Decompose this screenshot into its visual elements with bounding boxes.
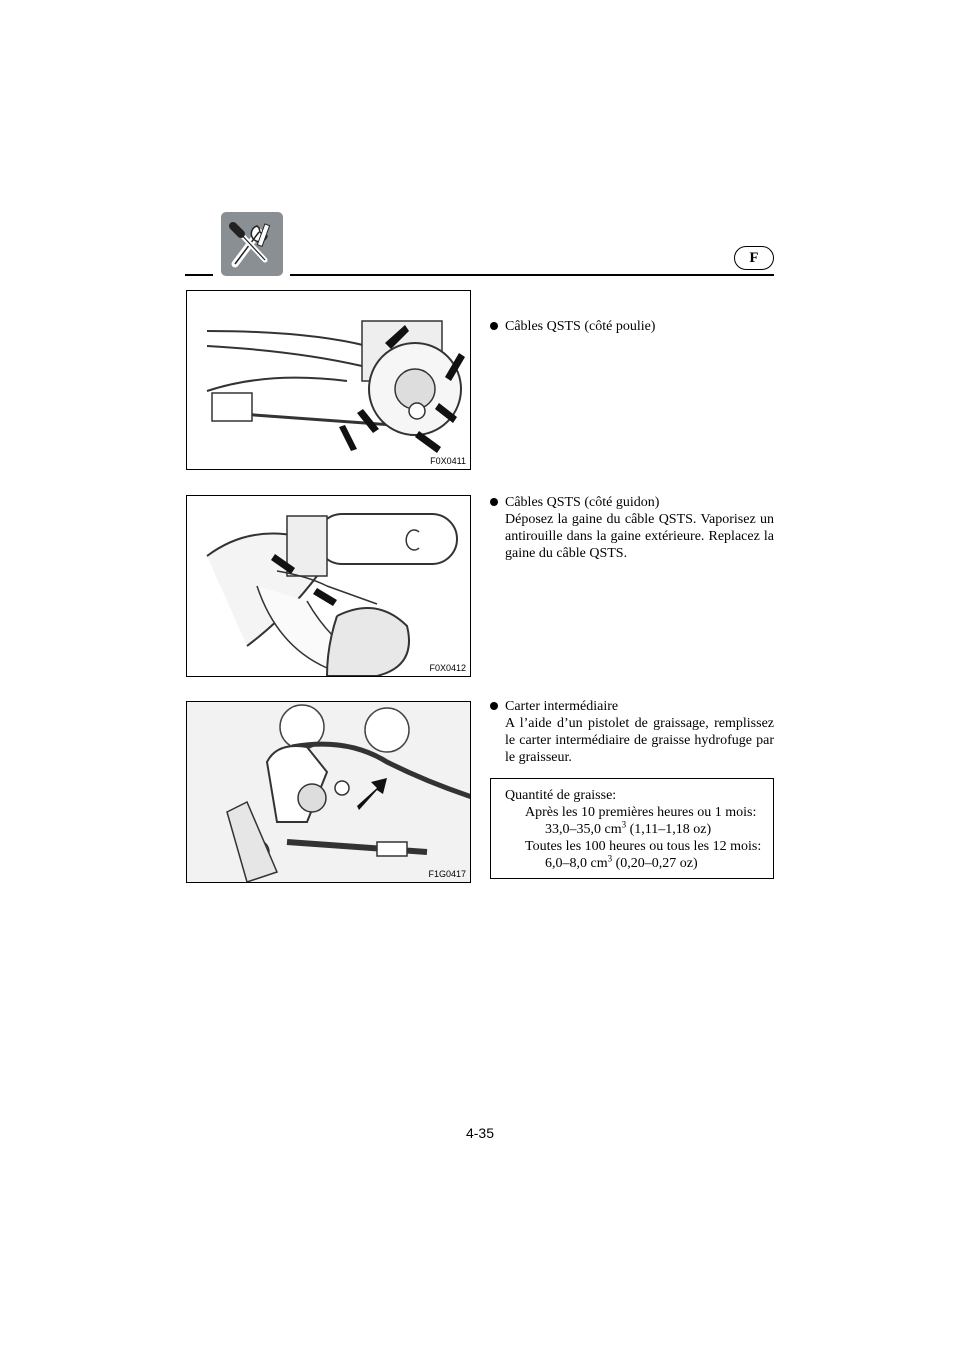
list-item-cable-handlebar <box>490 494 774 562</box>
bullet-icon <box>490 322 498 330</box>
header-rule-right <box>290 274 774 276</box>
list-item-intermediate-housing <box>490 698 774 766</box>
page-number: 4-35 <box>465 1125 495 1141</box>
item-title: Câbles QSTS (côté guidon) <box>505 495 660 510</box>
item-title: Câbles QSTS (côté poulie) <box>505 319 656 334</box>
header-rule-left <box>185 274 213 276</box>
figure-intermediate-housing <box>186 701 471 883</box>
spec-value-1: 33,0–35,0 $cm^3$ (1,11–1,18 oz) <box>545 819 712 837</box>
tools-icon <box>221 212 283 276</box>
spec-value-2: 6,0–8,0 $cm^3$ (0,20–0,27 oz) <box>545 853 698 871</box>
spec-interval-1: Après les 10 premières heures ou 1 mois: <box>525 805 757 820</box>
figure-cable-handlebar <box>186 495 471 677</box>
figure-cable-pulley <box>186 290 471 470</box>
figure-code: F0X0411 <box>430 456 466 466</box>
item-title: Carter intermédiaire <box>505 699 619 714</box>
item-description: A l’aide d’un pistolet de graissage, remplissez le carter intermédiaire de graisse hydrofuge par le graisseur. <box>505 716 774 765</box>
item-description: Déposez la gaine du câble QSTS. Vaporisez un antirouille dans la gaine extérieure. Replacez la gaine du câble QSTS. <box>505 512 774 561</box>
list-item-cable-pulley <box>490 318 774 335</box>
language-badge: F <box>734 246 774 270</box>
figure-code: F1G0417 <box>428 869 466 879</box>
bullet-icon <box>490 702 498 710</box>
bullet-icon <box>490 498 498 506</box>
grease-quantity-box <box>490 778 774 879</box>
figure-code: F0X0412 <box>429 663 466 673</box>
spec-heading: Quantité de graisse: <box>505 788 617 803</box>
spec-interval-2: Toutes les 100 heures ou tous les 12 mois: <box>525 839 762 854</box>
